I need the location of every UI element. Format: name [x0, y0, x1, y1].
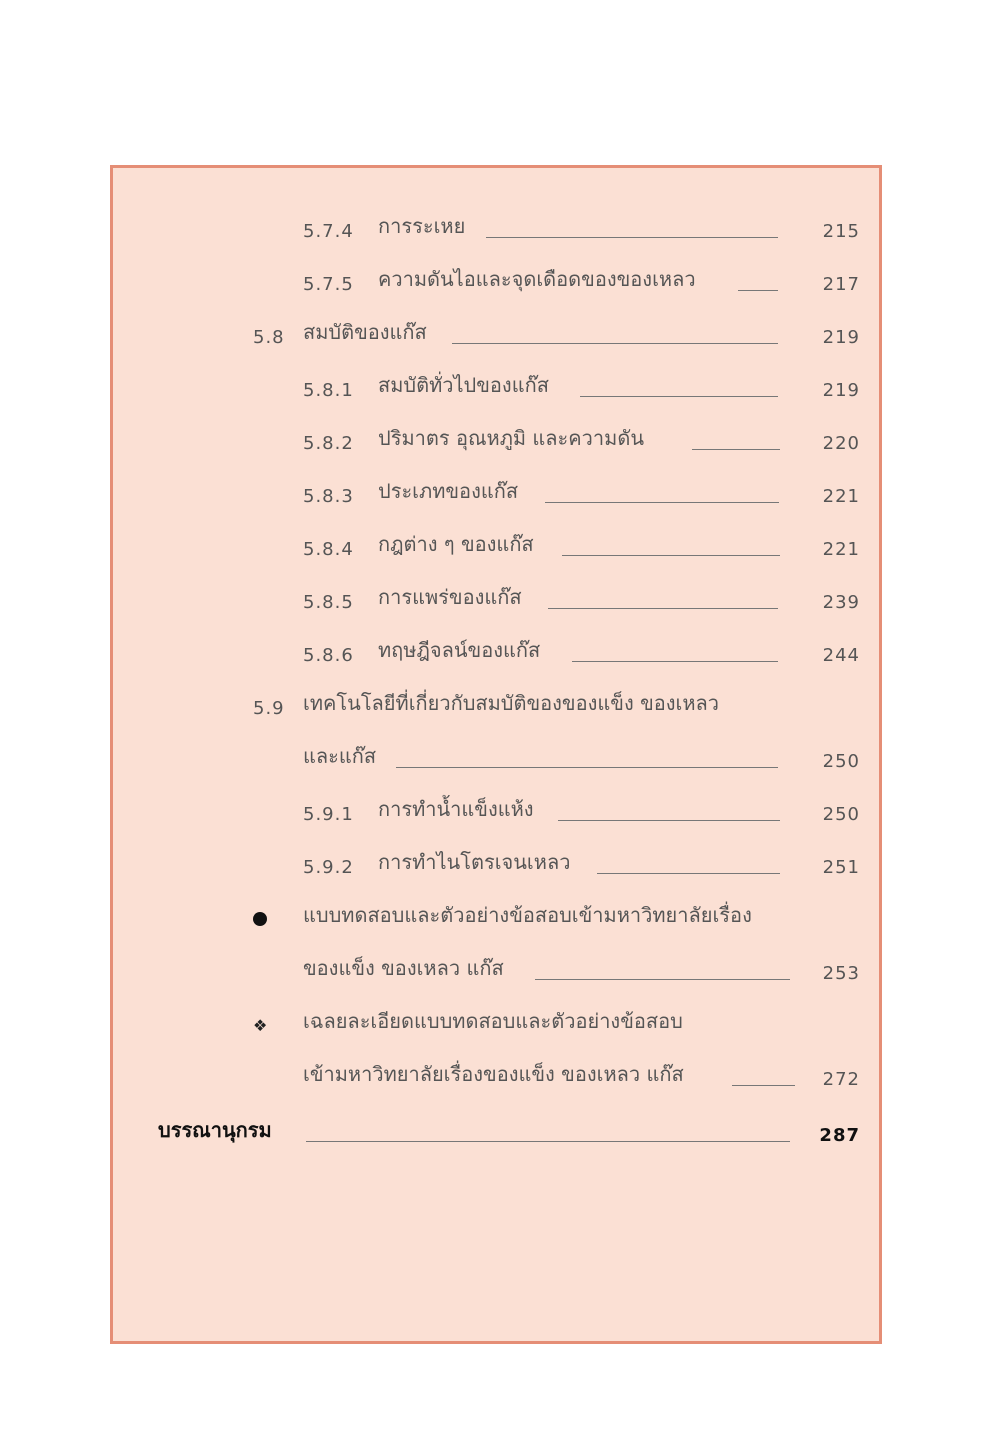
- page-number: 250: [822, 804, 860, 825]
- dot-leader: [535, 979, 790, 980]
- diamond-bullet-icon: ❖: [253, 1016, 268, 1035]
- section-number: 5.9.2: [303, 857, 354, 878]
- section-number: 5.9: [253, 698, 285, 719]
- section-number: 5.9.1: [303, 804, 354, 825]
- section-number: 5.8.6: [303, 645, 354, 666]
- section-title: ประเภทของแก๊ส: [378, 479, 519, 503]
- section-title: ของแข็ง ของเหลว แก๊ส: [303, 956, 504, 980]
- section-title: เทคโนโลยีที่เกี่ยวกับสมบัติของของแข็ง ของเหลว: [303, 691, 720, 715]
- section-title: การทำน้ำแข็งแห้ง: [378, 797, 534, 821]
- page-number: 287: [819, 1125, 860, 1146]
- toc-entry: [0, 799, 860, 829]
- section-title: การทำไนโตรเจนเหลว: [378, 850, 571, 874]
- page-number: 221: [822, 539, 860, 560]
- toc-entry: [0, 375, 860, 405]
- toc-entry: [0, 852, 860, 882]
- section-title: กฎต่าง ๆ ของแก๊ส: [378, 532, 534, 556]
- toc-entry-continuation: [0, 746, 860, 776]
- page-number: 217: [822, 274, 860, 295]
- page-number: 251: [822, 857, 860, 878]
- section-title: เฉลยละเอียดแบบทดสอบและตัวอย่างข้อสอบ: [303, 1009, 683, 1033]
- toc-entry: [0, 587, 860, 617]
- section-title: แบบทดสอบและตัวอย่างข้อสอบเข้ามหาวิทยาลัยเรื่อง: [303, 903, 752, 927]
- section-title: การระเหย: [378, 214, 466, 238]
- toc-entry-continuation: [0, 1064, 860, 1094]
- section-number: 5.8.5: [303, 592, 354, 613]
- section-number: 5.8.3: [303, 486, 354, 507]
- section-number: 5.8.1: [303, 380, 354, 401]
- dot-leader: [396, 767, 778, 768]
- toc-entry-bibliography: [0, 1120, 860, 1150]
- bullet-icon: [253, 912, 267, 926]
- page-number: 272: [822, 1069, 860, 1090]
- dot-leader: [452, 343, 778, 344]
- dot-leader: [692, 449, 780, 450]
- bibliography-title: บรรณานุกรม: [158, 1118, 272, 1142]
- page-number: 244: [822, 645, 860, 666]
- section-title: ปริมาตร อุณหภูมิ และความดัน: [378, 426, 644, 450]
- toc-entry: [0, 534, 860, 564]
- dot-leader: [732, 1085, 795, 1086]
- section-number: 5.7.4: [303, 221, 354, 242]
- page-number: 253: [822, 963, 860, 984]
- page-number: 221: [822, 486, 860, 507]
- dot-leader: [558, 820, 780, 821]
- toc-entry: [0, 269, 860, 299]
- toc-entry: [0, 322, 860, 352]
- section-title: ความดันไอและจุดเดือดของของเหลว: [378, 267, 696, 291]
- section-number: 5.8: [253, 327, 285, 348]
- toc-entry: [0, 216, 860, 246]
- dot-leader: [597, 873, 780, 874]
- toc-entry: [0, 481, 860, 511]
- section-number: 5.8.2: [303, 433, 354, 454]
- toc-entry: [0, 905, 860, 935]
- dot-leader: [738, 290, 778, 291]
- toc-entry: [0, 428, 860, 458]
- page-number: 250: [822, 751, 860, 772]
- dot-leader: [548, 608, 778, 609]
- dot-leader: [545, 502, 779, 503]
- section-title: สมบัติของแก๊ส: [303, 320, 427, 344]
- section-title: และแก๊ส: [303, 744, 377, 768]
- page-number: 215: [822, 221, 860, 242]
- section-title: ทฤษฎีจลน์ของแก๊ส: [378, 638, 541, 662]
- toc-entry: [0, 693, 860, 723]
- dot-leader: [572, 661, 778, 662]
- dot-leader: [580, 396, 778, 397]
- section-title: การแพร่ของแก๊ส: [378, 585, 522, 609]
- dot-leader: [486, 237, 778, 238]
- toc-entry: [0, 1011, 860, 1041]
- dot-leader: [562, 555, 780, 556]
- page-number: 219: [822, 327, 860, 348]
- section-number: 5.8.4: [303, 539, 354, 560]
- dot-leader: [306, 1141, 790, 1142]
- section-title: สมบัติทั่วไปของแก๊ส: [378, 373, 549, 397]
- page-number: 239: [822, 592, 860, 613]
- page-number: 219: [822, 380, 860, 401]
- section-title: เข้ามหาวิทยาลัยเรื่องของแข็ง ของเหลว แก๊ส: [303, 1062, 684, 1086]
- toc-entry: [0, 640, 860, 670]
- section-number: 5.7.5: [303, 274, 354, 295]
- toc-entry-continuation: [0, 958, 860, 988]
- page-number: 220: [822, 433, 860, 454]
